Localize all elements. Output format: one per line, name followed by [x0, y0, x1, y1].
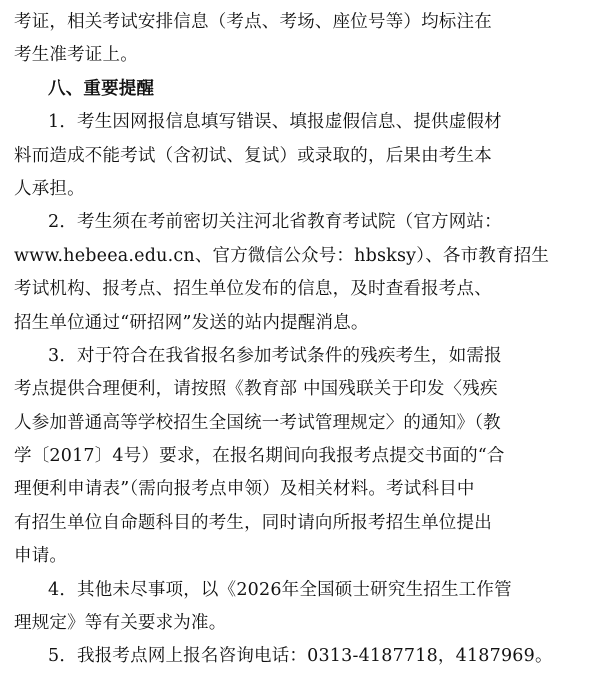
- text-line-19: 理规定》等有关要求为准。: [14, 613, 227, 634]
- text-line-14: 学〔2017〕4号）要求，在报名期间向我报考点提交书面的“合: [14, 446, 505, 467]
- text-line-11: 3．对于符合在我省报名参加考试条件的残疾考生，如需报: [48, 345, 502, 366]
- text-line-18: 4．其他未尽事项，以《2026年全国硕士研究生招生工作管: [48, 579, 512, 600]
- text-line-2: 考生准考证上。: [14, 45, 138, 66]
- text-line-9: 考试机构、报考点、招生单位发布的信息，及时查看报考点、: [14, 279, 492, 300]
- text-line-15: 理便利申请表”（需向报考点申领）及相关材料。考试科目中: [14, 479, 475, 500]
- text-line-7: 2．考生须在考前密切关注河北省教育考试院（官方网站：: [48, 212, 502, 233]
- text-line-1: 考证，相关考试安排信息（考点、考场、座位号等）均标注在: [14, 12, 492, 32]
- section-heading: 八、重要提醒: [48, 78, 155, 99]
- text-line-6: 人承担。: [14, 178, 85, 199]
- text-line-10: 招生单位通过“研招网”发送的站内提醒消息。: [14, 312, 369, 333]
- text-line-5: 料而造成不能考试（含初试、复试）或录取的，后果由考生本: [14, 145, 492, 166]
- text-line-16: 有招生单位自命题科目的考生，同时请向所报考招生单位提出: [14, 512, 492, 533]
- text-line-12: 考点提供合理便利，请按照《教育部 中国残联关于印发〈残疾: [14, 379, 498, 400]
- text-line-17: 申请。: [14, 546, 68, 567]
- text-line-8: www.hebeea.edu.cn、官方微信公众号：hbsksy）、各市教育招生: [14, 245, 550, 266]
- text-line-20: 5．我报考点网上报名咨询电话：0313-4187718，4187969。: [48, 646, 553, 667]
- text-line-4: 1．考生因网报信息填写错误、填报虚假信息、提供虚假材: [48, 112, 502, 133]
- text-line-13: 人参加普通高等学校招生全国统一考试管理规定〉的通知》（教: [14, 412, 501, 433]
